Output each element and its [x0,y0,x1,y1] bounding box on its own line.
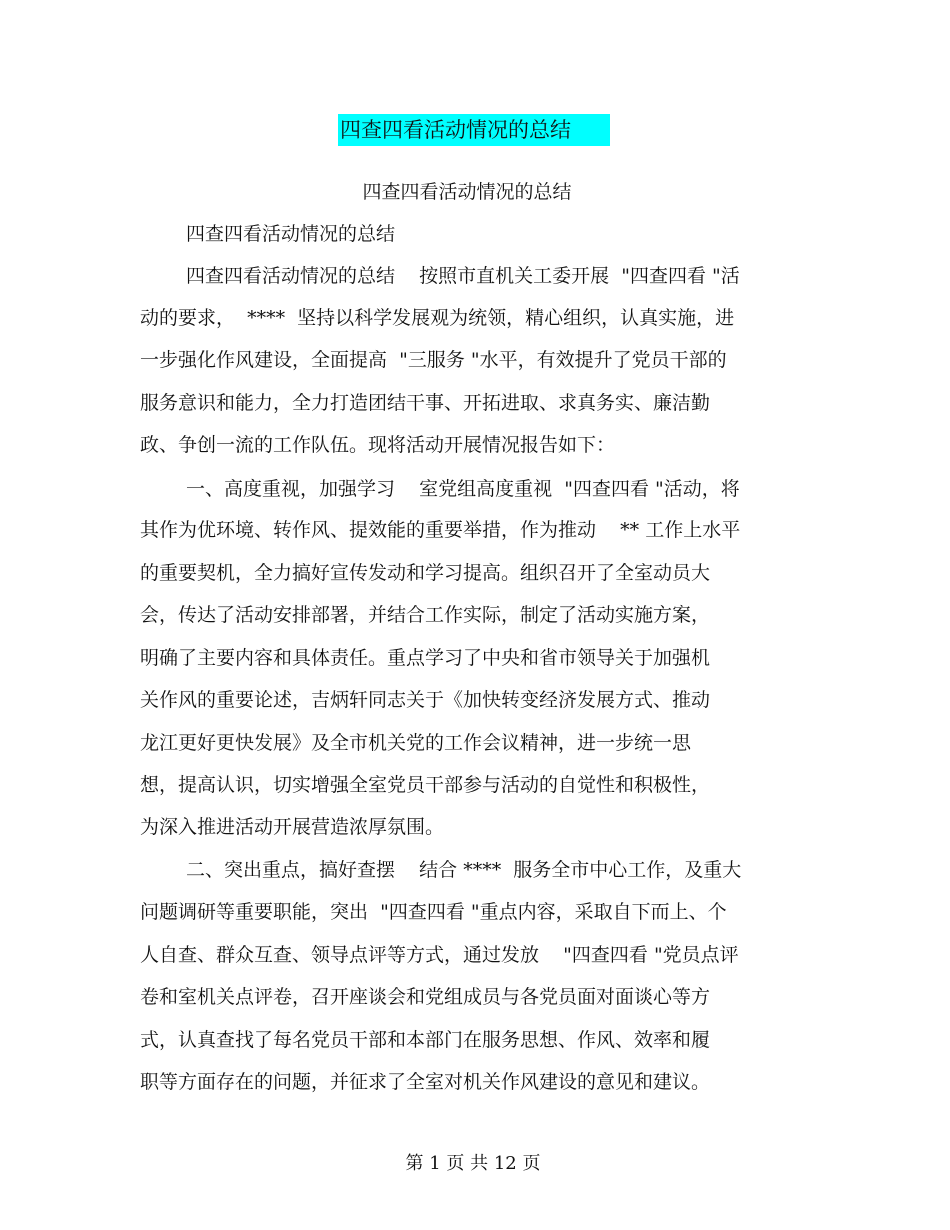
text-line: 政、争创一流的工作队伍。现将活动开展情况报告如下： [140,434,616,456]
text-line: 动的要求， **** 坚持以科学发展观为统领，精心组织，认真实施，进 [140,307,735,329]
text-line: 问题调研等重要职能，突出 "四查四看 "重点内容，采取自下而上、个 [140,901,727,923]
text-line: 关作风的重要论述，吉炳轩同志关于《加快转变经济发展方式、推动 [140,689,711,711]
text-line: 二、突出重点，搞好查摆 结合 **** 服务全市中心工作，及重大 [186,859,742,881]
text-line: 为深入推进活动开展营造浓厚氛围。 [140,816,445,838]
document-title: 四查四看活动情况的总结 [338,114,610,146]
text-line: 会，传达了活动安排部署，并结合工作实际，制定了活动实施方案， [140,604,711,626]
text-line: 明确了主要内容和具体责任。重点学习了中央和省市领导关于加强机 [140,647,711,669]
text-line: 职等方面存在的问题，并征求了全室对机关作风建设的意见和建议。 [140,1071,711,1093]
text-line: 四查四看活动情况的总结 [186,223,396,245]
text-line: 卷和室机关点评卷，召开座谈会和党组成员与各党员面对面谈心等方 [140,986,711,1008]
text-line: 想，提高认识，切实增强全室党员干部参与活动的自觉性和积极性， [140,774,711,796]
text-line: 其作为优环境、转作风、提效能的重要举措，作为推动 ** 工作上水平 [140,519,741,541]
page-number: 第 1 页 共 12 页 [405,1153,541,1174]
text-line: 服务意识和能力，全力打造团结干事、开拓进取、求真务实、廉洁勤 [140,392,711,414]
text-line: 一步强化作风建设，全面提高 "三服务 "水平，有效提升了党员干部的 [140,349,727,371]
text-line: 的重要契机，全力搞好宣传发动和学习提高。组织召开了全室动员大 [140,562,711,584]
text-line: 一、高度重视，加强学习 室党组高度重视 "四查四看 "活动，将 [186,478,740,500]
text-line: 龙江更好更快发展》及全市机关党的工作会议精神，进一步统一思 [140,732,692,754]
text-line: 人自查、群众互查、领导点评等方式，通过发放 "四查四看 "党员点评 [140,944,739,966]
text-line: 四查四看活动情况的总结 按照市直机关工委开展 "四查四看 "活 [186,265,740,287]
text-line: 式，认真查找了每名党员干部和本部门在服务思想、作风、效率和履 [140,1029,711,1051]
document-subtitle: 四查四看活动情况的总结 [362,181,572,203]
